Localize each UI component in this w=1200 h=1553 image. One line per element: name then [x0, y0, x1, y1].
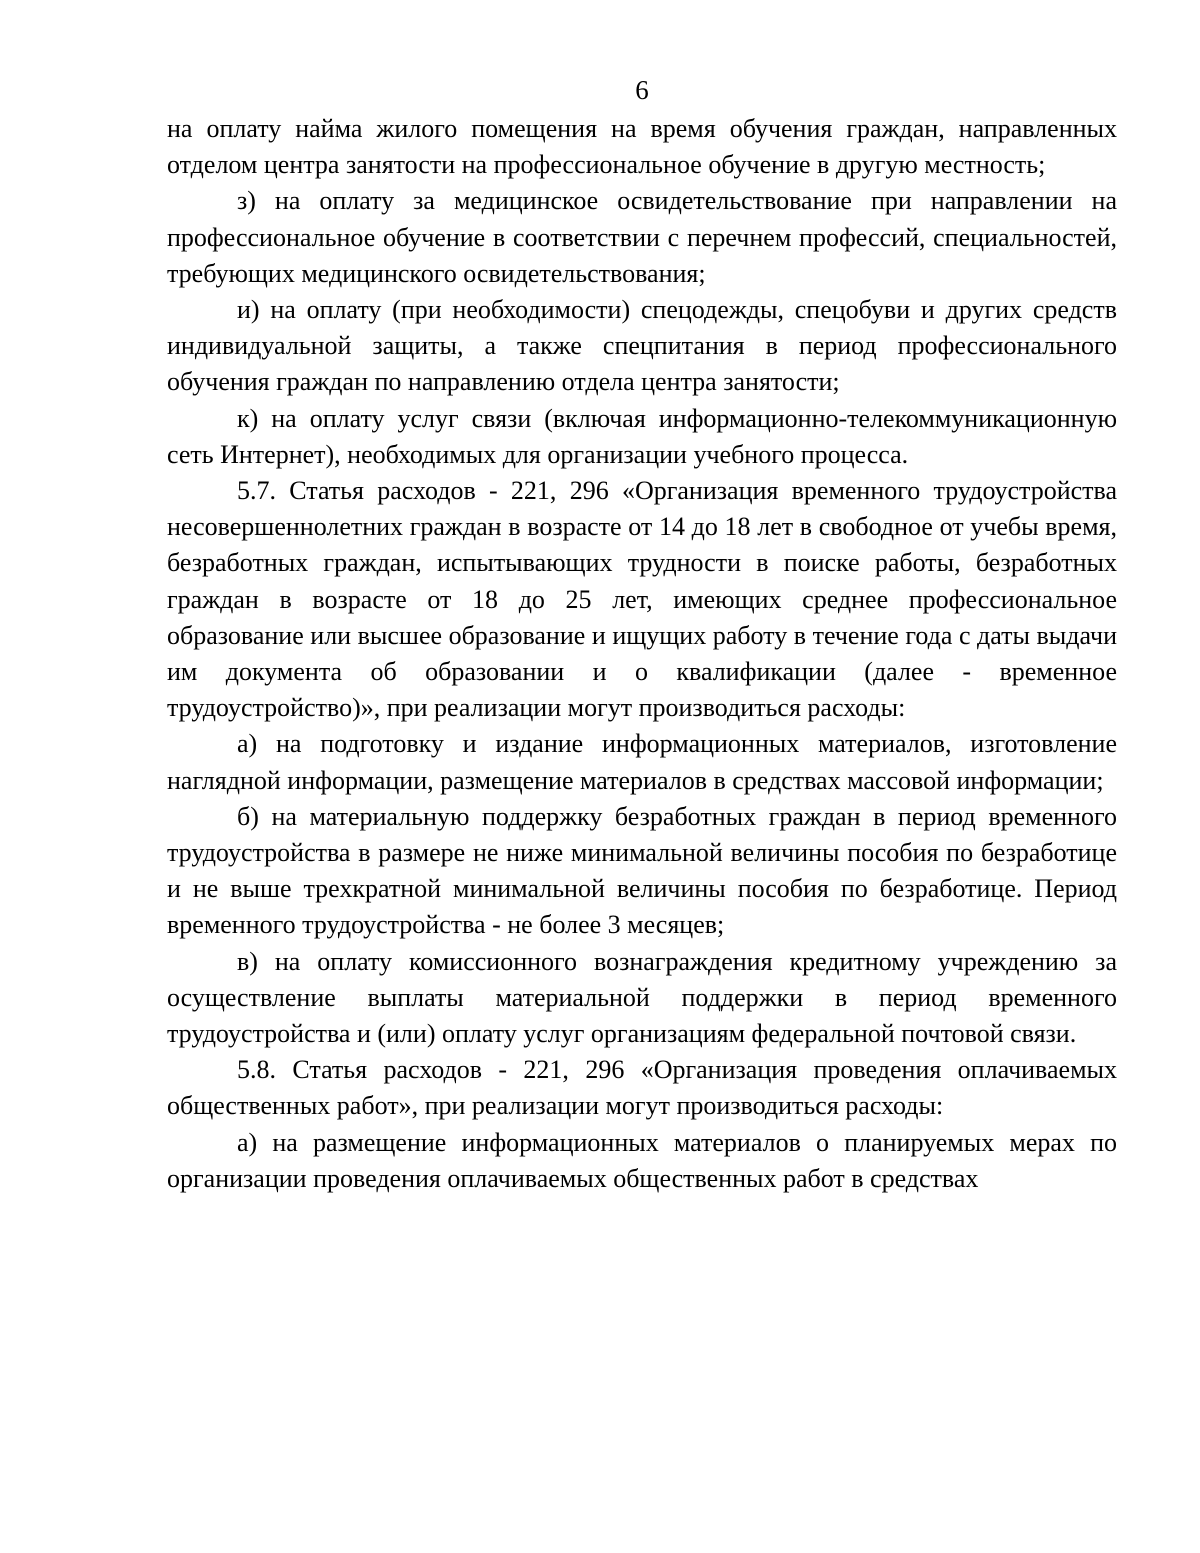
- paragraph-section-5-7: 5.7. Статья расходов - 221, 296 «Организация временного трудоустройства несовершеннолетних граждан в возрасте от 14 до 18 лет в свободное от учебы время, безработных граждан, испытывающих трудности в поиске работы, безработных граждан в возрасте от 18 до 25 лет, имеющих среднее профессиональное образование или высшее образование и ищущих работу в течение года с даты выдачи им документа об образовании и о квалификации (далее - временное трудоустройство)», при реализации могут производиться расходы:: [167, 476, 1117, 723]
- page-number: 6: [635, 75, 649, 105]
- paragraph-5-8-item-a: а) на размещение информационных материалов о планируемых мерах по организации проведения оплачиваемых общественных работ в средствах: [167, 1127, 1117, 1193]
- paragraph-item-z: з) на оплату за медицинское освидетельствование при направлении на профессиональное обучение в соответствии с перечнем профессий, специальностей, требующих медицинского освидетельствования;: [167, 186, 1117, 288]
- paragraph-5-7-item-v: в) на оплату комиссионного вознаграждения кредитному учреждению за осуществление выплаты материальной поддержки в период временного трудоустройства и (или) оплату услуг организациям федеральной почтовой связи.: [167, 946, 1117, 1049]
- document-body: [167, 111, 1117, 1197]
- paragraph-item-k: к) на оплату услуг связи (включая информационно-телекоммуникационную сеть Интернет), необходимых для организации учебного процесса.: [167, 403, 1117, 469]
- paragraph-5-7-item-b: б) на материальную поддержку безработных граждан в период временного трудоустройства в размере не ниже минимальной величины пособия по безработице и не выше трехкратной минимальной величины пособия по безработице. Период временного трудоустройства - не более 3 месяцев;: [167, 801, 1117, 940]
- paragraph-5-7-item-a: а) на подготовку и издание информационных материалов, изготовление наглядной информации, размещение материалов в средствах массовой информации;: [167, 729, 1117, 795]
- paragraph-item-i: и) на оплату (при необходимости) спецодежды, спецобуви и других средств индивидуальной защиты, а также спецпитания в период профессионального обучения граждан по направлению отдела центра занятости;: [167, 295, 1117, 397]
- paragraph-section-5-8: 5.8. Статья расходов - 221, 296 «Организация проведения оплачиваемых общественных работ», при реализации могут производиться расходы:: [167, 1055, 1117, 1121]
- paragraph-continuation: на оплату найма жилого помещения на время обучения граждан, направленных отделом центра занятости на профессиональное обучение в другую местность;: [167, 114, 1117, 180]
